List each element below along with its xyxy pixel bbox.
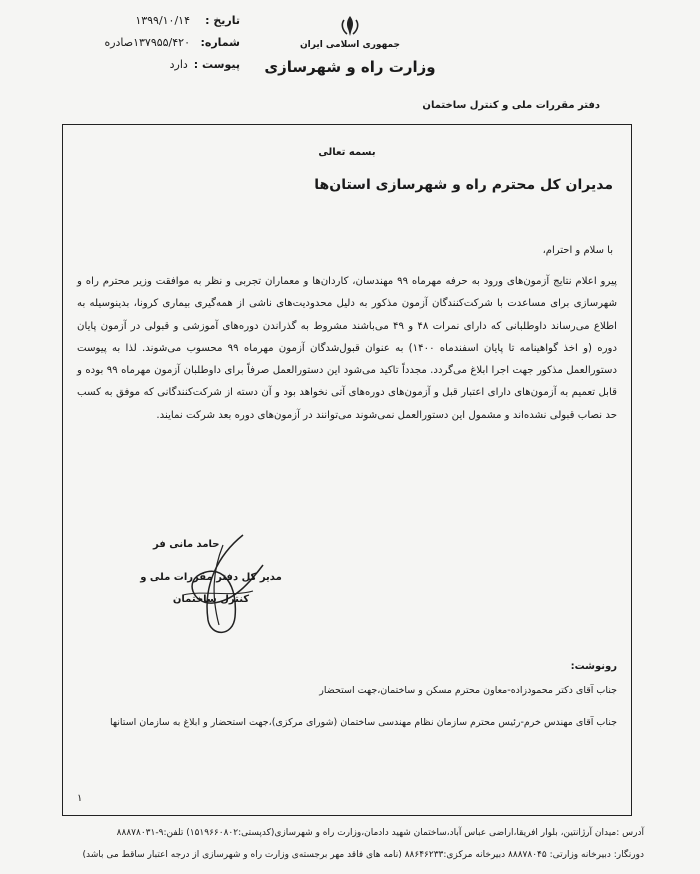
attachment-label: پیوست : [193, 58, 240, 71]
attachment-value: دارد [169, 58, 188, 71]
iran-emblem-icon [339, 14, 361, 38]
letter-footer [44, 822, 644, 866]
ministry-title: وزارت راه و شهرسازی [264, 58, 436, 76]
cc-title: رونوشت: [570, 661, 617, 672]
letter-frame [62, 124, 632, 816]
number-value: ۱۳۷۹۵۵/۴۲۰صادره [104, 36, 190, 49]
date-value: ۱۳۹۹/۱۰/۱۴ [135, 14, 190, 27]
footer-contact: دورنگار: دبیرخانه وزارتی: ۸۸۸۷۸۰۴۵ دبیرخانه مرکزی:۸۸۶۴۶۲۳۳ (نامه های فاقد مهر برجسته‌ی وزارت راه و شهرسازی از درجه اعتبار ساقط می باشد) [82, 850, 644, 860]
bismillah: بسمه تعالی [318, 147, 376, 158]
attachment-row [70, 54, 240, 76]
number-row [70, 32, 240, 54]
signature-block [123, 525, 293, 645]
republic-title: جمهوری اسلامی ایران [299, 40, 401, 50]
date-label: تاریخ : [205, 14, 240, 27]
letter-body: پیرو اعلام نتایج آزمون‌های ورود به حرفه مهرماه ۹۹ مهندسان، کاردان‌ها و معماران تجربی و نظر به موافقت وزیر محترم راه و شهرسازی برای مساعدت با شرکت‌کنندگان آزمون مذکور به دلیل محدودیت‌های ناشی از همه‌گیری بیماری کرونا، بدینوسیله به اطلاع می‌رساند داوطلبانی که دارای نمرات ۴۸ و ۴۹ می‌باشند مشروط به گذراندن دوره‌های آموزشی و قبولی در آزمون پایان دوره (و اخذ گواهینامه تا پایان اسفندماه ۱۴۰۰) به عنوان قبول‌شدگان آزمون مهرماه ۹۹ محسوب می‌شوند. لذا به پیوست دستورالعمل مذکور جهت اجرا ابلاغ می‌گردد. مجدداً تاکید می‌شود این دستورالعمل صرفاً برای داوطلبان آزمون مهرماه ۹۹ بوده و قابل تعمیم به آزمون‌های دارای اعتبار قبل و آزمون‌های دوره‌های آتی نخواهد بود و آن دسته از شرکت‌کنندگانی که موفق به کسب حد نصاب قبولی نشده‌اند و مشمول این دستورالعمل نمی‌شوند می‌توانند در آزمون‌های دوره بعد شرکت نمایند. [77, 276, 618, 421]
page-number: ۱ [77, 793, 83, 804]
office-title: دفتر مقررات ملی و کنترل ساختمان [422, 100, 600, 111]
footer-address: آدرس :میدان آرژانتین، بلوار افریقا،اراضی عباس آباد،ساختمان شهید دادمان،وزارت راه و شهرسازی(کدپستی:۱۵۱۹۶۶۰۸۰۲) تلفن:۹-۸۸۸۷۸۰۳۱ [116, 828, 644, 838]
cc-recipient: جناب آقای دکتر محمودزاده-معاون محترم مسکن و ساختمان،جهت استحضار [319, 685, 617, 696]
date-row [70, 10, 240, 32]
greeting: با سلام و احترام، [542, 245, 613, 256]
cc-recipient: جناب آقای مهندس خرم-رئیس محترم سازمان نظام مهندسی ساختمان (شورای مرکزی)،جهت استحضار و ابلاغ به سازمان استانها [109, 717, 617, 728]
addressee: مدیران کل محترم راه و شهرسازی استان‌ها [314, 177, 613, 193]
signer-name: حامد مانی فر [153, 539, 220, 550]
signer-title: مدیر کل دفتر مقررات ملی و کنترل ساختمان [140, 572, 282, 605]
letter-meta [70, 10, 240, 76]
number-label: شماره: [200, 36, 240, 49]
